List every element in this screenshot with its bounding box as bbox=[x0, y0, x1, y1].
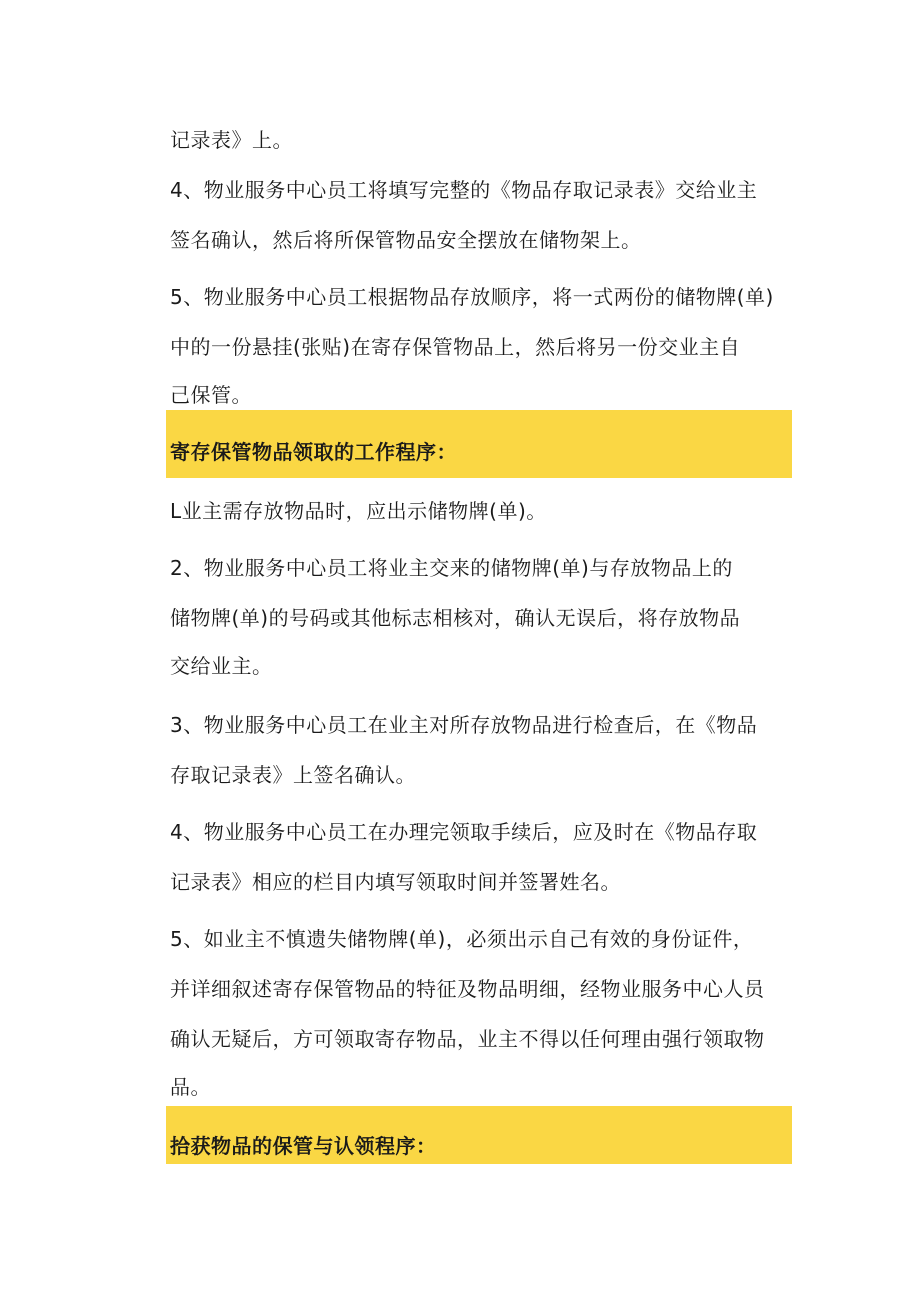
paragraph-line: 4、物业服务中心员工将填写完整的《物品存取记录表》交给业主 bbox=[170, 178, 758, 202]
paragraph-line: 签名确认，然后将所保管物品安全摆放在储物架上。 bbox=[170, 228, 642, 252]
paragraph-line: 2、物业服务中心员工将业主交来的储物牌(单)与存放物品上的 bbox=[170, 556, 733, 580]
paragraph-line: 确认无疑后，方可领取寄存物品，业主不得以任何理由强行领取物 bbox=[170, 1027, 765, 1051]
paragraph-line: 记录表》相应的栏目内填写领取时间并签署姓名。 bbox=[170, 870, 621, 894]
paragraph-line: 5、物业服务中心员工根据物品存放顺序，将一式两份的储物牌(单) bbox=[170, 285, 774, 309]
paragraph-line: 交给业主。 bbox=[170, 654, 273, 678]
paragraph-line: 记录表》上。 bbox=[170, 128, 293, 152]
paragraph-line: 3、物业服务中心员工在业主对所存放物品进行检查后，在《物品 bbox=[170, 713, 758, 737]
paragraph-line: 己保管。 bbox=[170, 383, 252, 407]
paragraph-line: 中的一份悬挂(张贴)在寄存保管物品上，然后将另一份交业主自 bbox=[170, 335, 741, 359]
section-heading: 拾获物品的保管与认领程序： bbox=[170, 1134, 437, 1158]
section-heading: 寄存保管物品领取的工作程序： bbox=[170, 440, 457, 464]
paragraph-line: 并详细叙述寄存保管物品的特征及物品明细，经物业服务中心人员 bbox=[170, 977, 765, 1001]
paragraph-line: 储物牌(单)的号码或其他标志相核对，确认无误后，将存放物品 bbox=[170, 606, 741, 630]
paragraph-line: 存取记录表》上签名确认。 bbox=[170, 763, 416, 787]
paragraph-line: 5、如业主不慎遗失储物牌(单)，必须出示自己有效的身份证件， bbox=[170, 927, 754, 951]
paragraph-line: 品。 bbox=[170, 1075, 211, 1099]
paragraph-line: 4、物业服务中心员工在办理完领取手续后，应及时在《物品存取 bbox=[170, 820, 758, 844]
paragraph-line: L业主需存放物品时，应出示储物牌(单)。 bbox=[170, 499, 547, 523]
